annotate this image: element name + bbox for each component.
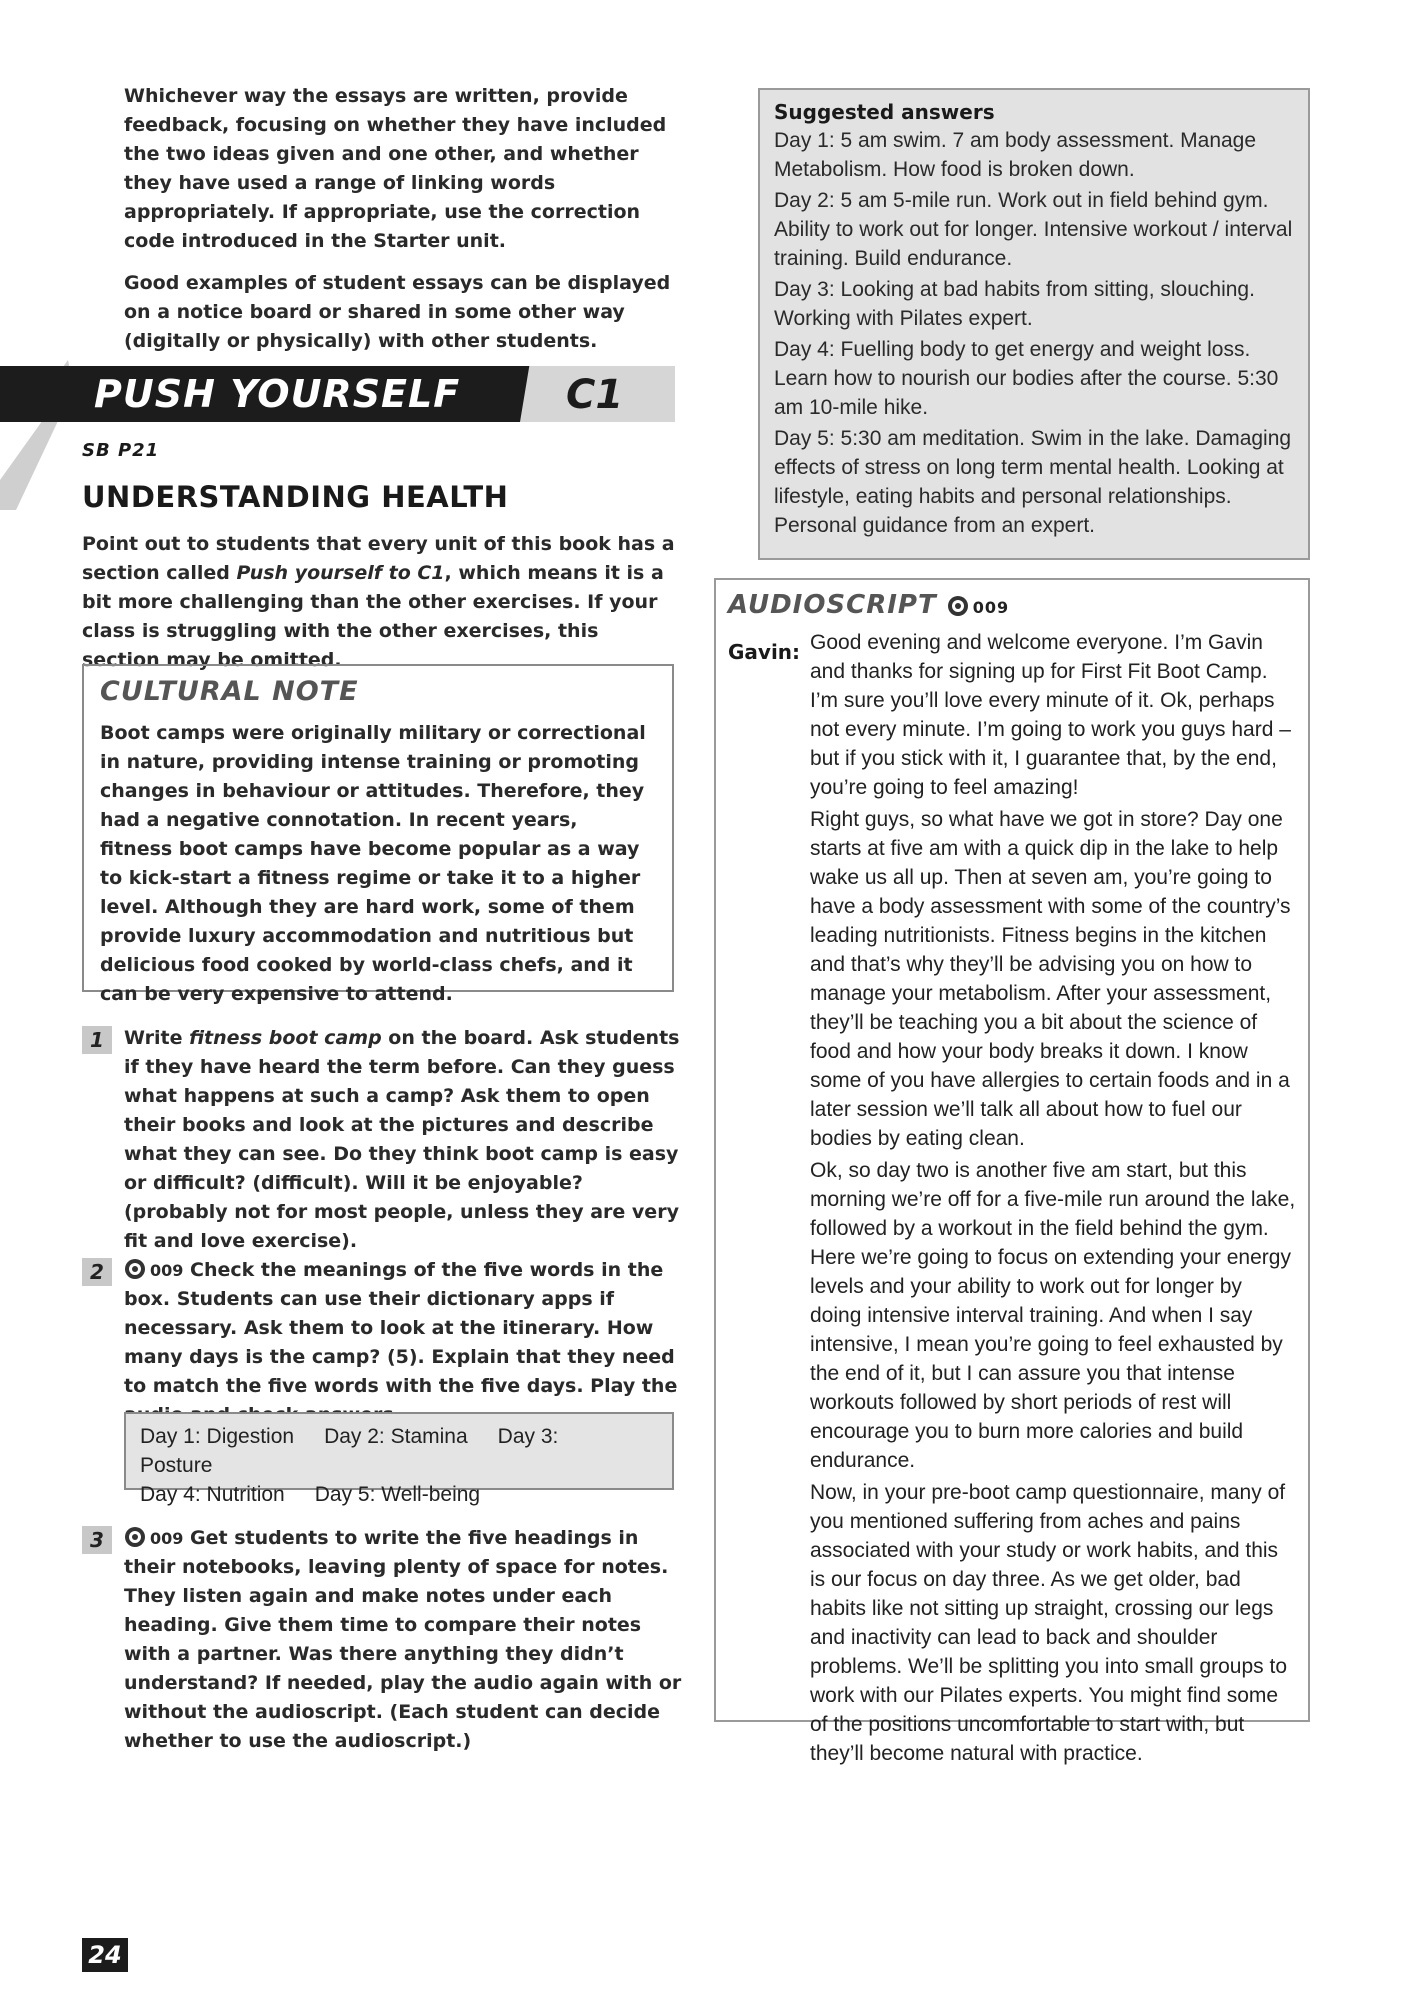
audioscript-heading-row (728, 590, 1296, 620)
exercise-3 (82, 1524, 682, 1756)
suggested-answer-item: Day 2: 5 am 5-mile run. Work out in field behind gym. Ability to work out for longer. Intensive workout / interval training. Build endurance. (774, 189, 1293, 270)
answer-row (140, 1480, 658, 1509)
section-intro-italic: Push yourself to C1 (236, 562, 445, 584)
student-book-reference: SB P21 (82, 440, 160, 461)
answer-item: Day 1: Digestion (140, 1425, 295, 1448)
exercise-text (124, 1256, 682, 1430)
audioscript-paragraph: Good evening and welcome everyone. I’m Gavin and thanks for signing up for First Fit Boot Camp. I’m sure you’ll love every minute of it. Ok, perhaps not every minute. I’m going to work you guys hard – but if you stick with it, I guarantee that, by the end, you’re going to feel amazing! (810, 631, 1291, 799)
intro-paragraph: Whichever way the essays are written, provide feedback, focusing on whether they have included the two ideas given and one other, and whether they have used a range of linking words appropriately. If appropriate, use the correction code introduced in the Starter unit. (124, 85, 667, 252)
exercise-body: Get students to write the five headings in their notebooks, leaving plenty of space for notes. They listen again and make notes under each heading. Give them time to compare their notes with a partner. Was there anything they didn’t understand? If needed, play the audio again with or without the audioscript. (Each student can decide whether to use the audioscript.) (124, 1527, 682, 1752)
audioscript-heading: AUDIOSCRIPT (728, 590, 937, 620)
audio-track-number: 009 (972, 598, 1010, 617)
suggested-answers-heading: Suggested answers (774, 100, 995, 124)
suggested-answer-item: Day 4: Fuelling body to get energy and weight loss. Learn how to nourish our bodies after the course. 5:30 am 10-mile hike. (774, 338, 1279, 419)
cultural-note-body: Boot camps were originally military or correctional in nature, providing intense training or promoting changes in behaviour or attitudes. Therefore, they had a negative connotation. In recent years, fitness boot camps have become popular as a way to kick-start a fitness regime or take it to a higher level. Although they are hard work, some of them provide luxury accommodation and nutritious but delicious food cooked by world-class chefs, and it can be very expensive to attend. (100, 722, 646, 1005)
exercise-text (124, 1524, 682, 1756)
section-intro-text: Point out to students that every unit of this book has a section called (82, 533, 675, 584)
banner-title: PUSH YOURSELF (94, 372, 461, 416)
push-yourself-banner (0, 366, 675, 422)
exercise-text (124, 1024, 682, 1256)
exercise-body: on the board. Ask students if they have heard the term before. Can they guess what happens at such a camp? Ask them to open their books and look at the pictures and describe what they can see. Do they think boot camp is easy or difficult? (difficult). Will it be enjoyable? (probably not for most people, unless they are very fit and love exercise). (124, 1027, 680, 1252)
exercise-lead: Write (124, 1027, 190, 1049)
page-number: 24 (82, 1938, 128, 1972)
answer-box (124, 1412, 674, 1506)
audio-track-number: 009 (150, 1529, 184, 1548)
audioscript-paragraph: Ok, so day two is another five am start, but this morning we’re off for a five-mile run around the lake, followed by a workout in the field behind the gym. Here we’re going to focus on extending your energy levels and your ability to work out for longer by doing intensive interval training. And when I say intensive, I mean you’re going to feel exhausted by the end of it, but I can assure you that intense workouts followed by short periods of rest will encourage you to burn more calories and build endurance. (810, 1159, 1296, 1472)
exercise-1 (82, 1024, 682, 1256)
speaker-name: Gavin: (728, 640, 801, 664)
suggested-answer-item: Day 1: 5 am swim. 7 am body assessment. Manage Metabolism. How food is broken down. (774, 129, 1257, 181)
exercise-number: 1 (82, 1026, 112, 1054)
section-heading: UNDERSTANDING HEALTH (82, 480, 509, 514)
suggested-answers-box (758, 88, 1310, 560)
banner-level: C1 (566, 372, 624, 418)
answer-item: Day 3: Posture (140, 1425, 559, 1477)
answer-item: Day 4: Nutrition (140, 1483, 285, 1506)
audioscript-paragraph: Now, in your pre-boot camp questionnaire, many of you mentioned suffering from aches and pains associated with your study or work habits, and this is our focus on day three. As we get older, bad habits like not sitting up straight, crossing our legs and inactivity can lead to back and shoulder problems. We’ll be splitting you into small groups to work with our Pilates experts. You might find some of the positions uncomfortable to start with, but they’ll become natural with practice. (810, 1481, 1288, 1765)
suggested-answer-item: Day 3: Looking at bad habits from sitting, slouching. Working with Pilates expert. (774, 278, 1255, 330)
answer-item: Day 2: Stamina (324, 1425, 468, 1448)
intro-section (82, 82, 674, 356)
audio-track-number: 009 (150, 1261, 184, 1280)
intro-paragraph: Good examples of student essays can be displayed on a notice board or shared in some other way (digitally or physically) with other students. (124, 272, 671, 352)
audio-track-icon (947, 595, 969, 617)
answer-item: Day 5: Well-being (314, 1483, 481, 1506)
exercise-number: 3 (82, 1526, 112, 1554)
audioscript-body (810, 628, 1296, 1768)
audioscript-paragraph: Right guys, so what have we got in store? Day one starts at five am with a quick dip in the lake to help wake us all up. Then at seven am, you’re going to have a body assessment with some of the country’s leading nutritionists. Fitness begins in the kitchen and that’s why they’ll be advising you on how to manage your metabolism. After your assessment, they’ll be teaching you a bit about the science of food and how your body breaks it down. I know some of you have allergies to certain foods and in a later session we’ll talk all about how to fuel our bodies by eating clean. (810, 808, 1291, 1150)
audio-track-icon (124, 1526, 146, 1548)
exercise-2 (82, 1256, 682, 1430)
audio-track-icon (124, 1258, 146, 1280)
audioscript-box (714, 578, 1310, 1765)
exercise-body: Check the meanings of the five words in the box. Students can use their dictionary apps if necessary. Ask them to look at the itinerary. How many days is the camp? (5). Explain that they need to match the five words with the five days. Play the (124, 1259, 678, 1397)
exercise-number: 2 (82, 1258, 112, 1286)
section-intro-text: , which means it is a bit more challenging than the other exercises. If your class is struggling with the other exercises, this section may be omitted. (82, 562, 664, 671)
answer-row (140, 1422, 658, 1480)
suggested-answer-item: Day 5: 5:30 am meditation. Swim in the lake. Damaging effects of stress on long term mental health. Looking at lifestyle, eating habits and personal relationships. Personal guidance from an expert. (774, 427, 1292, 537)
cultural-note-box (82, 664, 674, 1005)
section-intro (82, 530, 682, 675)
cultural-note-heading: CULTURAL NOTE (100, 676, 359, 707)
exercise-italic: fitness boot camp (189, 1027, 382, 1049)
